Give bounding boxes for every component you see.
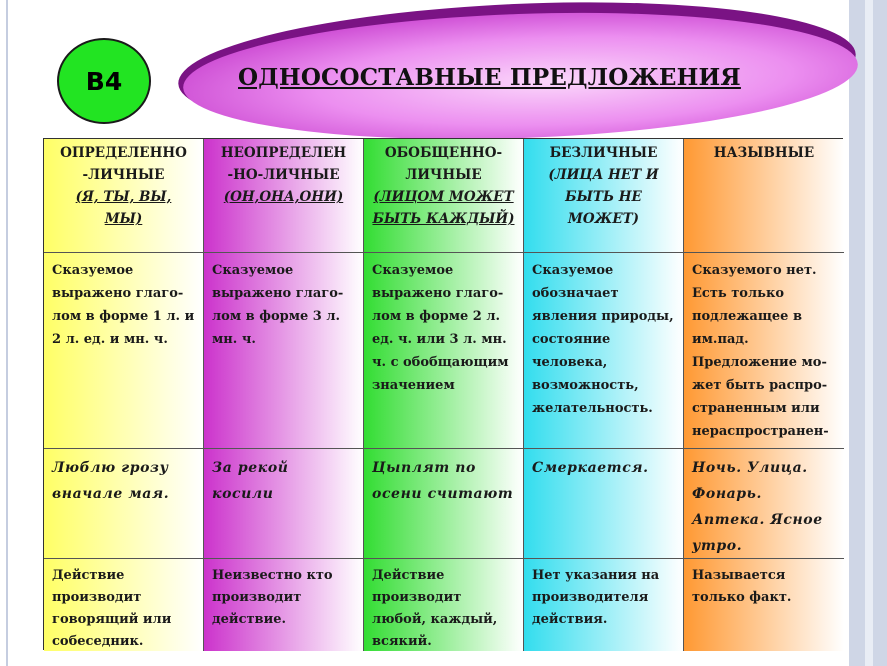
- header-line: ОБОБЩЕННО-: [384, 145, 503, 161]
- header-cell-definite-personal: [44, 139, 204, 253]
- header-line: ОПРЕДЕЛЕННО: [60, 145, 187, 161]
- description-cell: Сказуемого нет. Есть только подлежащее в им.пад. Предложение мо-жет быть распро-страненным или нераспространен-: [684, 253, 844, 449]
- example-cell: Ночь. Улица. Фонарь. Аптека. Ясное утро.: [684, 449, 844, 559]
- header-line: ЛИЧНЫЕ: [405, 167, 482, 183]
- left-border-line: [6, 0, 8, 666]
- description-cell: Сказуемое выражено глаго-лом в форме 3 л. мн. ч.: [204, 253, 364, 449]
- header-line: -ЛИЧНЫЕ: [82, 167, 165, 183]
- header-pronouns: (ЛИЦОМ МОЖЕТ БЫТЬ КАЖДЫЙ): [372, 189, 515, 227]
- example-cell: Смеркается.: [524, 449, 684, 559]
- header-pronouns: (Я, ТЫ, ВЫ, МЫ): [75, 189, 172, 227]
- section-badge-label: В4: [85, 66, 123, 96]
- note-cell: Называется только факт.: [684, 559, 844, 651]
- header-cell-generalized-personal: [364, 139, 524, 253]
- section-badge: [57, 38, 151, 124]
- header-line: -НО-ЛИЧНЫЕ: [227, 167, 340, 183]
- header-line: НАЗЫВНЫЕ: [713, 145, 815, 161]
- page-title: ОДНОСОСТАВНЫЕ ПРЕДЛОЖЕНИЯ: [238, 64, 741, 91]
- header-pronouns: (ОН,ОНА,ОНИ): [223, 189, 344, 205]
- header-cell-nominative: [684, 139, 844, 253]
- description-cell: Сказуемое выражено глаго-лом в форме 1 л. и 2 л. ед. и мн. ч.: [44, 253, 204, 449]
- header-line: НЕОПРЕДЕЛЕН: [220, 145, 347, 161]
- note-cell: Действие производит говорящий или собеседник.: [44, 559, 204, 651]
- example-cell: Люблю грозу вначале мая.: [44, 449, 204, 559]
- note-cell: Действие производит любой, каждый, всякий.: [364, 559, 524, 651]
- description-cell: Сказуемое выражено глаго-лом в форме 2 л. ед. ч. или 3 л. мн. ч. с обобщающим значением: [364, 253, 524, 449]
- header-pronouns: (ЛИЦА НЕТ И БЫТЬ НЕ МОЖЕТ): [548, 167, 659, 227]
- header-cell-impersonal: [524, 139, 684, 253]
- note-cell: Нет указания на производителя действия.: [524, 559, 684, 651]
- note-cell: Неизвестно кто производит действие.: [204, 559, 364, 651]
- example-cell: Цыплят по осени считают: [364, 449, 524, 559]
- sentence-types-table: [43, 138, 843, 650]
- right-decorative-stripe-inner: [865, 0, 873, 666]
- header-cell-indefinite-personal: [204, 139, 364, 253]
- description-cell: Сказуемое обозначает явления природы, состояние человека, возможность, желательность.: [524, 253, 684, 449]
- header-line: БЕЗЛИЧНЫЕ: [549, 145, 658, 161]
- example-cell: За рекой косили: [204, 449, 364, 559]
